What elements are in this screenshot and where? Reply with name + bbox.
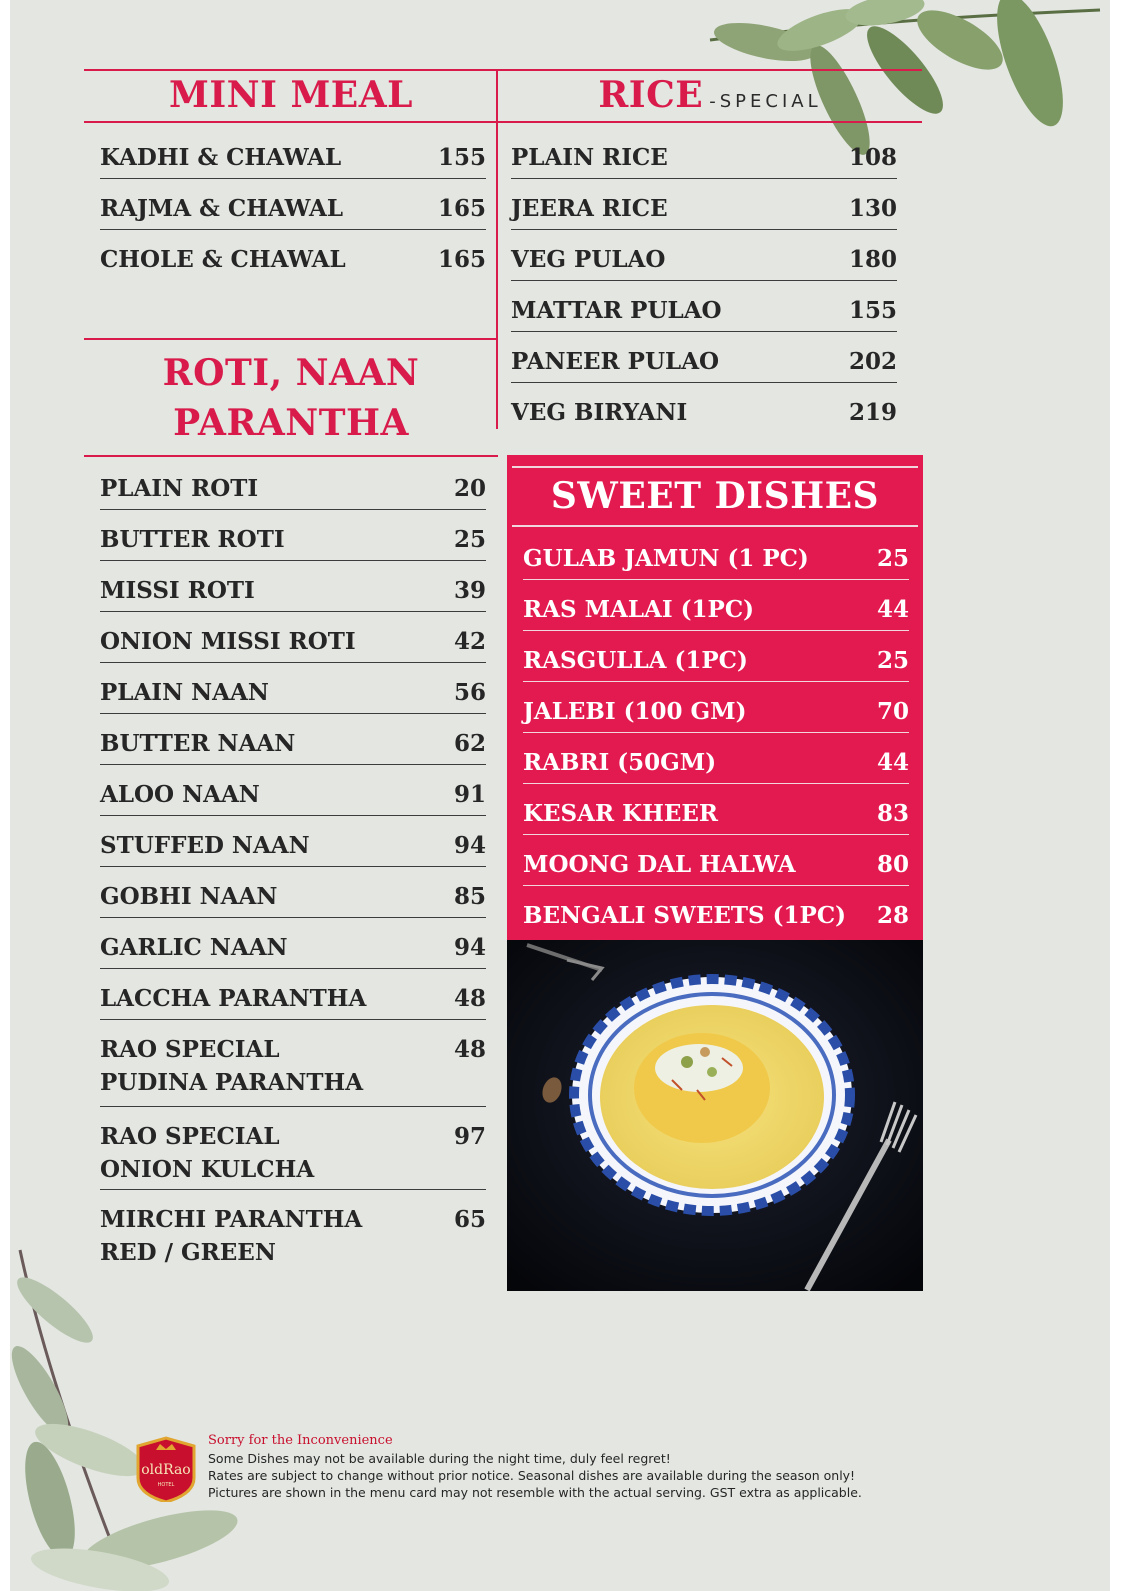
menu-item [511, 230, 897, 281]
item-price: 130 [848, 195, 897, 222]
menu-item [100, 128, 486, 179]
item-name: GARLIC NAAN [100, 934, 288, 961]
menu-item [100, 1190, 486, 1273]
menu-item [523, 682, 909, 733]
item-name: JEERA RICE [511, 195, 668, 222]
menu-item [511, 179, 897, 230]
menu-item [511, 128, 897, 179]
footer-line: Pictures are shown in the menu card may not resemble with the actual serving. GST extra as applicable. [208, 1485, 862, 1500]
sweet-list [523, 529, 909, 937]
footer-note [208, 1432, 862, 1501]
menu-item [100, 510, 486, 561]
rice-list [511, 128, 897, 434]
mini-meal-list [100, 128, 486, 281]
menu-item [523, 886, 909, 937]
menu-item [523, 733, 909, 784]
rice-subtitle: -SPECIAL [709, 91, 822, 112]
menu-item [100, 663, 486, 714]
item-name: GULAB JAMUN (1 PC) [523, 545, 809, 572]
sweet-dishes-title: SWEET DISHES [550, 475, 880, 517]
item-price: 108 [848, 144, 897, 171]
item-name: VEG BIRYANI [511, 399, 688, 426]
footer-heading: Sorry for the Inconvenience [208, 1433, 393, 1448]
item-price: 48 [453, 985, 486, 1012]
sweet-title-underline [512, 525, 918, 527]
menu-item [511, 332, 897, 383]
ras-malai-illustration [507, 940, 923, 1291]
item-name: RASGULLA (1PC) [523, 647, 748, 674]
item-price: 155 [437, 144, 486, 171]
menu-item [523, 580, 909, 631]
sweet-top-rule [512, 466, 918, 468]
item-price: 44 [876, 596, 909, 623]
item-price: 25 [876, 545, 909, 572]
item-name: LACCHA PARANTHA [100, 985, 367, 1012]
menu-item [100, 1020, 486, 1107]
menu-item [100, 230, 486, 281]
logo-subtext: HOTEL [157, 1482, 175, 1488]
item-name: RAO SPECIAL PUDINA PARANTHA [100, 1036, 364, 1096]
item-price: 42 [453, 628, 486, 655]
roti-bottom-rule [84, 455, 498, 457]
item-name: MATTAR PULAO [511, 297, 722, 324]
menu-item [100, 714, 486, 765]
menu-item [100, 459, 486, 510]
leaf-decoration-bottom [10, 1240, 270, 1591]
rice-title-text: RICE [598, 74, 704, 116]
item-price: 48 [453, 1036, 486, 1063]
item-price: 25 [453, 526, 486, 553]
item-name: RAJMA & CHAWAL [100, 195, 344, 222]
item-name: PLAIN NAAN [100, 679, 269, 706]
item-price: 85 [453, 883, 486, 910]
item-price: 20 [453, 475, 486, 502]
item-price: 39 [453, 577, 486, 604]
menu-item [523, 835, 909, 886]
menu-page [10, 0, 1110, 1591]
item-price: 94 [453, 832, 486, 859]
item-price: 180 [848, 246, 897, 273]
item-name: KADHI & CHAWAL [100, 144, 342, 171]
item-name: RAS MALAI (1PC) [523, 596, 755, 623]
item-name: MOONG DAL HALWA [523, 851, 796, 878]
item-name: PLAIN RICE [511, 144, 668, 171]
sweet-dishes-panel [507, 455, 923, 940]
menu-item [100, 816, 486, 867]
menu-item [100, 765, 486, 816]
item-price: 91 [453, 781, 486, 808]
item-name: MISSI ROTI [100, 577, 255, 604]
old-rao-logo [134, 1436, 198, 1502]
item-name: ALOO NAAN [100, 781, 260, 808]
menu-item [100, 969, 486, 1020]
item-name: CHOLE & CHAWAL [100, 246, 346, 273]
item-name: BENGALI SWEETS (1PC) [523, 902, 847, 929]
ras-malai-photo [507, 940, 923, 1291]
item-price: 28 [876, 902, 909, 929]
menu-item [523, 631, 909, 682]
roti-top-rule [84, 338, 498, 340]
menu-item [100, 1107, 486, 1190]
item-price: 44 [876, 749, 909, 776]
item-price: 219 [848, 399, 897, 426]
item-name: VEG PULAO [511, 246, 666, 273]
item-name: MIRCHI PARANTHA RED / GREEN [100, 1206, 363, 1266]
item-price: 155 [848, 297, 897, 324]
mini-meal-title: MINI MEAL [168, 74, 413, 116]
menu-item [511, 281, 897, 332]
menu-item [100, 561, 486, 612]
item-price: 165 [437, 195, 486, 222]
item-name: GOBHI NAAN [100, 883, 278, 910]
menu-item [523, 529, 909, 580]
item-price: 62 [453, 730, 486, 757]
item-name: KESAR KHEER [523, 800, 718, 827]
item-name: RABRI (50GM) [523, 749, 717, 776]
rice-title [498, 70, 922, 127]
menu-item [511, 383, 897, 434]
menu-item [100, 612, 486, 663]
roti-title-line1: ROTI, NAAN [162, 352, 420, 394]
item-price: 202 [848, 348, 897, 375]
item-price: 165 [437, 246, 486, 273]
item-price: 83 [876, 800, 909, 827]
roti-title-line2: PARANTHA [173, 402, 409, 444]
menu-item [100, 867, 486, 918]
item-price: 80 [876, 851, 909, 878]
item-price: 56 [453, 679, 486, 706]
item-price: 97 [453, 1123, 486, 1150]
item-price: 94 [453, 934, 486, 961]
menu-item [100, 179, 486, 230]
menu-item [523, 784, 909, 835]
item-name: PANEER PULAO [511, 348, 720, 375]
logo-text: oldRao [141, 1462, 191, 1478]
item-name: STUFFED NAAN [100, 832, 310, 859]
item-name: RAO SPECIAL ONION KULCHA [100, 1123, 315, 1183]
item-name: ONION MISSI ROTI [100, 628, 356, 655]
footer-line: Rates are subject to change without prior notice. Seasonal dishes are available during the season only! [208, 1468, 856, 1483]
item-name: JALEBI (100 GM) [523, 698, 747, 725]
item-price: 70 [876, 698, 909, 725]
roti-list [100, 459, 486, 1273]
item-price: 25 [876, 647, 909, 674]
roti-title [84, 348, 498, 448]
item-name: BUTTER ROTI [100, 526, 285, 553]
item-price: 65 [453, 1206, 486, 1233]
item-name: BUTTER NAAN [100, 730, 296, 757]
menu-item [100, 918, 486, 969]
item-name: PLAIN ROTI [100, 475, 259, 502]
footer-line: Some Dishes may not be available during the night time, duly feel regret! [208, 1451, 671, 1466]
